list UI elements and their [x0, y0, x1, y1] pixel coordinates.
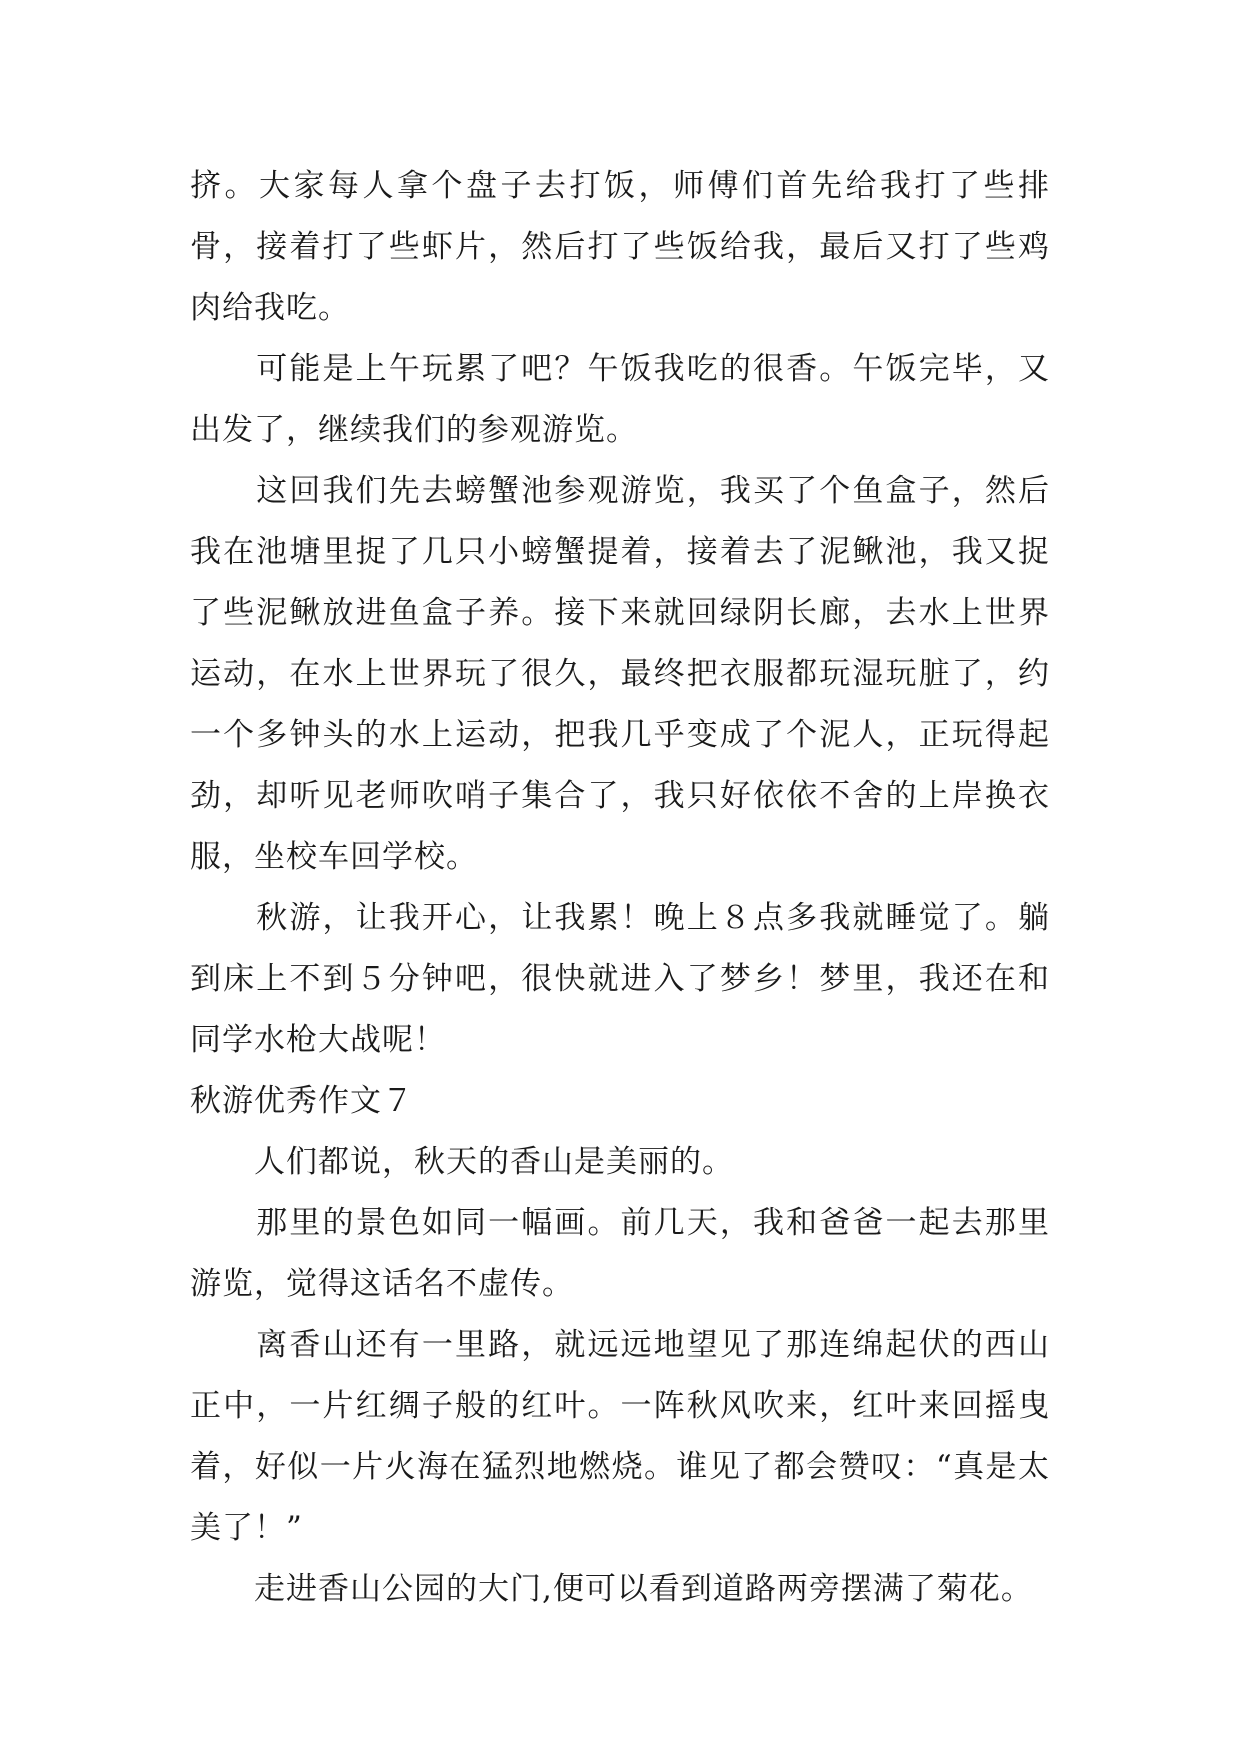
- paragraph-scenery: 那里的景色如同一幅画。前几天，我和爸爸一起去那里游览，觉得这话名不虚传。: [190, 1205, 1050, 1302]
- paragraph-crab-pond: 这回我们先去螃蟹池参观游览，我买了个鱼盒子，然后我在池塘里捉了几只小螃蟹提着，接着去了泥鳅池，我又捉了些泥鳅放进鱼盒子养。接下来就回绿阴长廊，去水上世界运动，在水上世界玩了很久，最终把衣服都玩湿玩脏了，约一个多钟头的水上运动，把我几乎变成了个泥人，正玩得起劲，却听见老师吹哨子集合了，我只好依依不舍的上岸换衣服，坐校车回学校。: [190, 473, 1050, 875]
- paragraph-park-gate: 走进香山公园的大门,便可以看到道路两旁摆满了菊花。: [190, 1571, 1033, 1607]
- section-heading: 秋游优秀作文７: [190, 1083, 414, 1119]
- paragraph-afternoon: 可能是上午玩累了吧？午饭我吃的很香。午饭完毕，又出发了，继续我们的参观游览。: [190, 351, 1050, 448]
- paragraph-xiangshan-intro: 人们都说，秋天的香山是美丽的。: [190, 1144, 734, 1180]
- paragraph-red-leaves: 离香山还有一里路，就远远地望见了那连绵起伏的西山正中，一片红绸子般的红叶。一阵秋风吹来，红叶来回摇曳着，好似一片火海在猛烈地燃烧。谁见了都会赞叹：“真是太美了！”: [190, 1327, 1050, 1546]
- paragraph-evening: 秋游，让我开心，让我累！晚上８点多我就睡觉了。躺到床上不到５分钟吧，很快就进入了梦乡！梦里，我还在和同学水枪大战呢！: [190, 900, 1050, 1058]
- paragraph-lunch: 挤。大家每人拿个盘子去打饭，师傅们首先给我打了些排骨，接着打了些虾片，然后打了些饭给我，最后又打了些鸡肉给我吃。: [190, 168, 1050, 326]
- article-body: [190, 156, 1050, 1620]
